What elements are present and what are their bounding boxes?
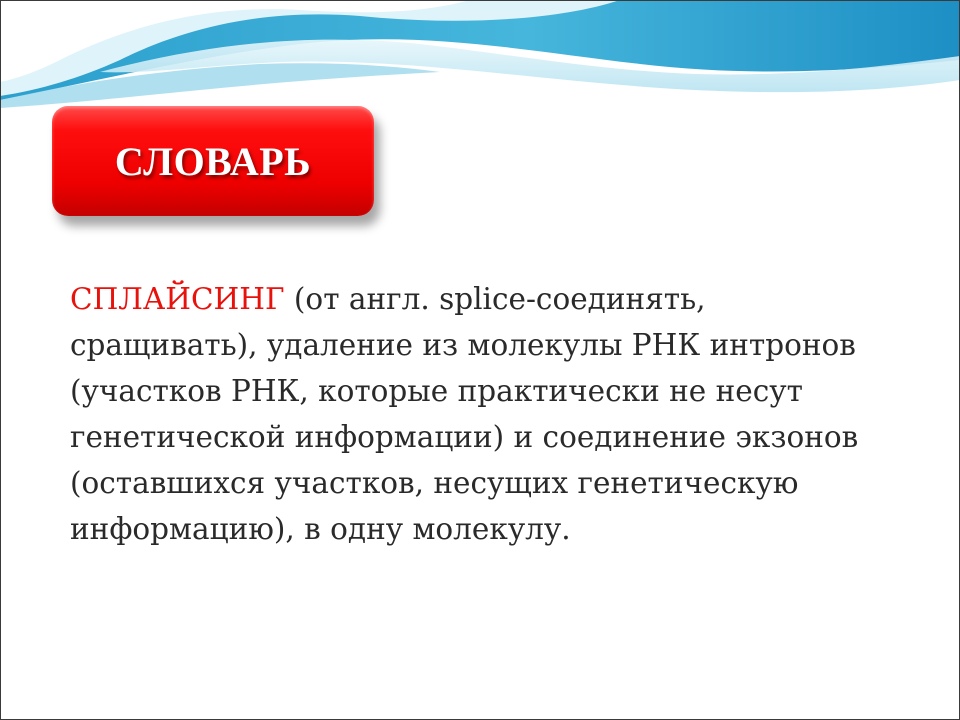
definition-text: (от англ. splice-соединять, сращивать), удаление из молекулы РНК интронов (участков РНК, которые практически не несут генетической информации) и соединение экзонов (оставшихся участков, несущих генетическую информацию), в одну молекулу.	[70, 282, 859, 546]
title-button	[52, 106, 374, 216]
definition-paragraph	[70, 276, 900, 552]
slide-title: СЛОВАРЬ	[114, 138, 312, 184]
definition-term: СПЛАЙСИНГ	[70, 282, 285, 316]
